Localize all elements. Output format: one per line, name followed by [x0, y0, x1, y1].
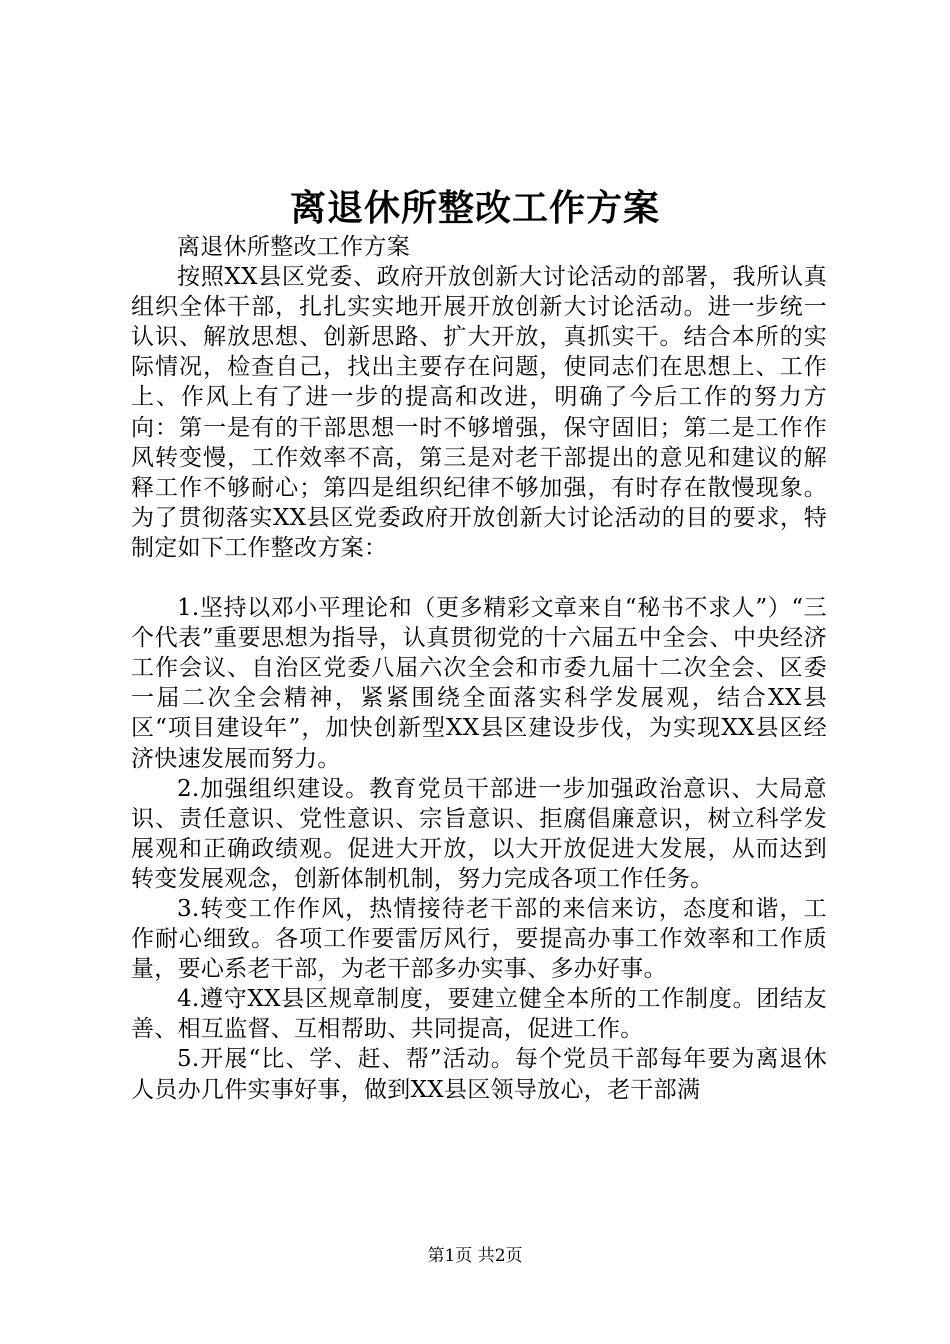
item-paragraph-2: 2.加强组织建设。教育党员干部进一步加强政治意识、大局意识、责任意识、党性意识、宗旨意识、拒腐倡廉意识，树立科学发展观和正确政绩观。促进大开放，以大开放促进大发展，从而达到转变发展观念，创新体制机制，努力完成各项工作任务。: [131, 775, 827, 892]
subtitle-paragraph: 离退休所整改工作方案: [177, 234, 410, 260]
document-title: 离退休所整改工作方案: [289, 187, 660, 229]
item-paragraph-5: 5.开展“比、学、赶、帮”活动。每个党员干部每年要为离退休人员办几件实事好事，做到XX县区领导放心，老干部满: [131, 1046, 827, 1103]
item-paragraph-1: 1.坚持以邓小平理论和（更多精彩文章来自“秘书不求人”）“三个代表”重要思想为指导，认真贯彻党的十六届五中全会、中央经济工作会议、自治区党委八届六次全会和市委九届十二次全会、区委一届二次全会精神，紧紧围绕全面落实科学发展观，结合XX县区“项目建设年”，加快创新型XX县区建设步伐，为实现XX县区经济快速发展而努力。: [131, 595, 827, 772]
page-footer: 第1页 共2页: [427, 1246, 523, 1266]
paragraph-spacer: [131, 563, 827, 593]
item-paragraph-3: 3.转变工作作风，热情接待老干部的来信来访，态度和谐，工作耐心细致。各项工作要雷厉风行，要提高办事工作效率和工作质量，要心系老干部，为老干部多办实事、多办好事。: [131, 895, 827, 983]
item-paragraph-4: 4.遵守XX县区规章制度，要建立健全本所的工作制度。团结友善、相互监督、互相帮助、共同提高，促进工作。: [131, 986, 827, 1043]
document-body: [131, 232, 827, 1105]
intro-paragraph: 按照XX县区党委、政府开放创新大讨论活动的部署，我所认真组织全体干部，扎扎实实地开展开放创新大讨论活动。进一步统一认识、解放思想、创新思路、扩大开放，真抓实干。结合本所的实际情况，检查自己，找出主要存在问题，使同志们在思想上、工作上、作风上有了进一步的提高和改进，明确了今后工作的努力方向：第一是有的干部思想一时不够增强，保守固旧；第二是工作作风转变慢，工作效率不高，第三是对老干部提出的意见和建议的解释工作不够耐心；第四是组织纪律不够加强，有时存在散慢现象。为了贯彻落实XX县区党委政府开放创新大讨论活动的目的要求，特制定如下工作整改方案：: [131, 264, 827, 561]
